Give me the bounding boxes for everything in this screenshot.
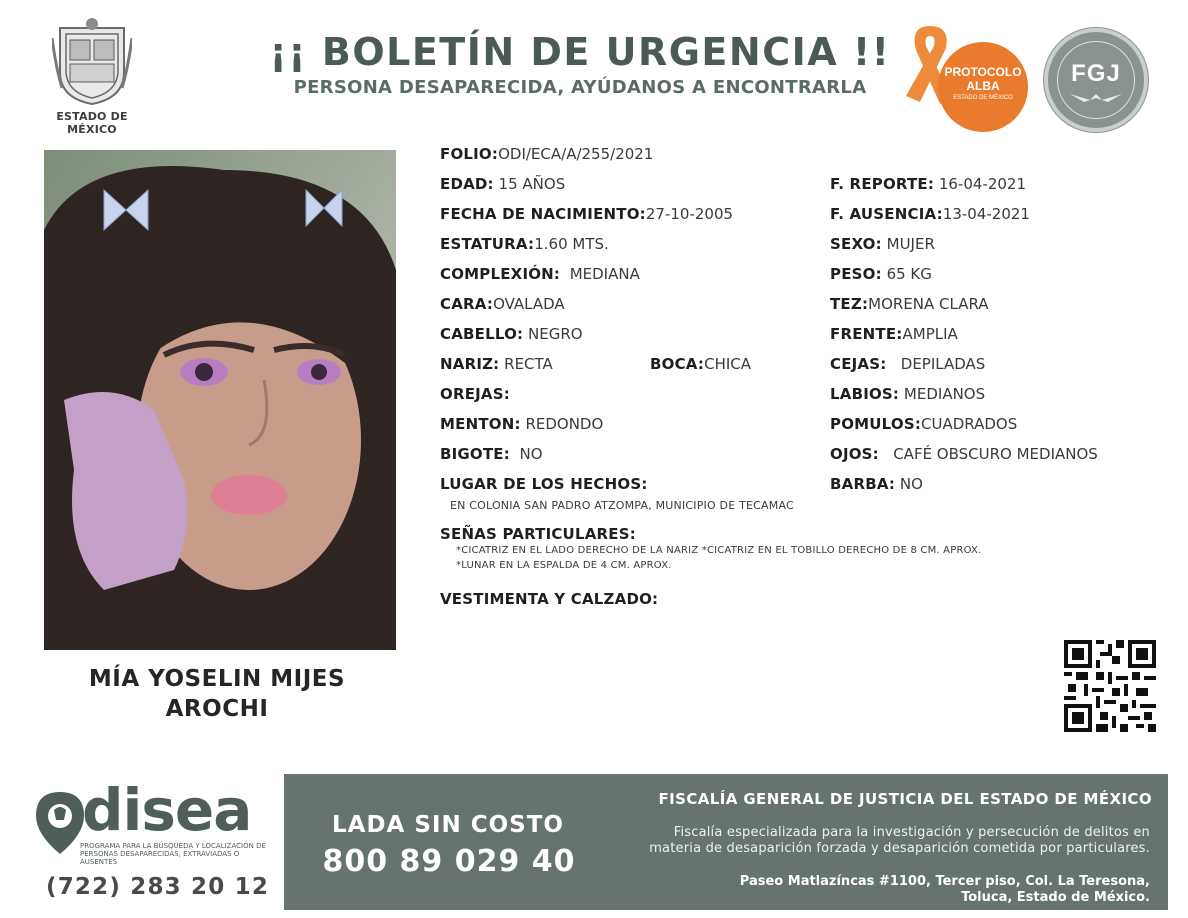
field-value: 16-04-2021: [938, 175, 1027, 193]
field-value: CUADRADOS: [921, 415, 1018, 433]
field-label: CEJAS:: [830, 355, 887, 373]
field-label: POMULOS:: [830, 415, 922, 433]
organization-name: FISCALÍA GENERAL DE JUSTICIA DEL ESTADO DE MÉXICO: [658, 790, 1152, 808]
field-value: AMPLIA: [902, 325, 958, 343]
field-label: SEXO:: [830, 235, 882, 253]
fgj-seal-icon: [1044, 28, 1148, 132]
field-label: FECHA DE NACIMIENTO:: [440, 205, 646, 223]
field-value: NEGRO: [528, 325, 583, 343]
field-label: LABIOS:: [830, 385, 900, 403]
field-label: BARBA:: [830, 475, 896, 493]
odisea-wordmark: disea: [82, 776, 252, 844]
field-estatura: [440, 234, 609, 254]
field-value: 65 KG: [886, 265, 932, 283]
field-label: CABELLO:: [440, 325, 524, 343]
alba-badge: [938, 42, 1028, 132]
purpose-line-2: materia de desaparición forzada y desaparición cometida por particulares.: [649, 841, 1150, 856]
person-name: [44, 664, 390, 724]
field-value: MEDIANOS: [903, 385, 986, 403]
field-fecha-reporte: [830, 174, 1026, 194]
field-value: RECTA: [504, 355, 553, 373]
field-label: TEZ:: [830, 295, 869, 313]
field-barba: [830, 474, 923, 494]
field-cabello: [440, 324, 583, 344]
field-pomulos: [830, 414, 1017, 434]
field-label: PESO:: [830, 265, 882, 283]
bulletin-header: [262, 30, 898, 100]
map-pin-logo-icon: [34, 790, 86, 856]
field-label: LUGAR DE LOS HECHOS:: [440, 475, 648, 493]
field-value: ODI/ECA/A/255/2021: [498, 145, 654, 163]
field-edad: [440, 174, 565, 194]
field-value: OVALADA: [493, 295, 565, 313]
protocolo-alba-logo: [900, 22, 1032, 134]
contact-phone[interactable]: (722) 283 20 12: [46, 874, 270, 900]
field-labios: [830, 384, 985, 404]
person-name-line-2: AROCHI: [165, 696, 269, 722]
field-sexo: [830, 234, 935, 254]
field-nariz: [440, 354, 553, 374]
lada-number[interactable]: 800 89 029 40: [322, 844, 576, 879]
field-value: NO: [899, 475, 923, 493]
field-value: 27-10-2005: [645, 205, 734, 223]
state-coat-of-arms-icon: [52, 18, 132, 106]
field-fecha-ausencia: [830, 204, 1030, 224]
field-peso: [830, 264, 932, 284]
bulletin-title: ¡¡ BOLETÍN DE URGENCIA !!: [269, 30, 891, 74]
field-value: CAFÉ OBSCURO MEDIANOS: [893, 445, 1098, 463]
field-value: MUJER: [886, 235, 935, 253]
field-orejas: [440, 384, 510, 404]
field-label: CARA:: [440, 295, 494, 313]
field-bigote: [440, 444, 543, 464]
field-value: 15 AÑOS: [498, 175, 566, 193]
address-line-2: Toluca, Estado de México.: [961, 890, 1150, 905]
state-logo: [30, 18, 154, 136]
field-label: EDAD:: [440, 175, 494, 193]
field-menton: [440, 414, 603, 434]
alba-line-3: ESTADO DE MÉXICO: [953, 95, 1013, 101]
odisea-description: PROGRAMA PARA LA BÚSQUEDA Y LOCALIZACIÓN DE PERSONAS DESAPARECIDAS, EXTRAVIADAS O AUSENTES: [80, 842, 266, 866]
field-label: F. AUSENCIA:: [830, 205, 943, 223]
field-tez: [830, 294, 989, 314]
field-value: REDONDO: [525, 415, 604, 433]
state-label: ESTADO DE MÉXICO: [56, 110, 128, 136]
field-label: COMPLEXIÓN:: [440, 265, 561, 283]
field-folio: [440, 144, 653, 164]
contact-band: [284, 774, 1168, 910]
purpose-line-1: Fiscalía especializada para la investigación y persecución de delitos en: [673, 825, 1150, 840]
field-label: OREJAS:: [440, 385, 510, 403]
field-lugar-hechos-value: EN COLONIA SAN PADRO ATZOMPA, MUNICIPIO DE TECAMAC: [450, 499, 794, 512]
field-lugar-hechos: [440, 474, 648, 494]
field-cejas: [830, 354, 985, 374]
person-name-line-1: MÍA YOSELIN MIJES: [88, 666, 346, 692]
field-value: MEDIANA: [569, 265, 640, 283]
field-label: FOLIO:: [440, 145, 499, 163]
missing-person-photo: [44, 150, 396, 650]
field-value: MORENA CLARA: [868, 295, 989, 313]
field-label: VESTIMENTA Y CALZADO:: [440, 590, 659, 608]
field-label: NARIZ:: [440, 355, 500, 373]
field-fecha-nacimiento: [440, 204, 733, 224]
field-value: 13-04-2021: [942, 205, 1030, 223]
alba-line-2: ALBA: [966, 79, 1000, 93]
field-value: 1.60 MTS.: [534, 235, 609, 253]
field-label: OJOS:: [830, 445, 879, 463]
field-complexion: [440, 264, 640, 284]
field-value: CHICA: [704, 355, 752, 373]
alba-line-1: PROTOCOLO: [944, 65, 1022, 79]
field-frente: [830, 324, 958, 344]
fgj-label: FGJ: [1071, 60, 1121, 87]
qr-code-icon[interactable]: [1064, 640, 1156, 732]
lada-label: LADA SIN COSTO: [332, 812, 564, 838]
field-cara: [440, 294, 565, 314]
field-value: DEPILADAS: [900, 355, 986, 373]
field-ojos: [830, 444, 1098, 464]
field-senas-particulares: [440, 524, 636, 544]
bulletin-subtitle: PERSONA DESAPARECIDA, AYÚDANOS A ENCONTRARLA: [293, 77, 867, 98]
field-label: MENTON:: [440, 415, 521, 433]
field-value: NO: [519, 445, 543, 463]
senas-line-2: *LUNAR EN LA ESPALDA DE 4 CM. APROX.: [456, 560, 672, 571]
field-label: BIGOTE:: [440, 445, 510, 463]
field-boca: [650, 354, 751, 374]
address-line-1: Paseo Matlazíncas #1100, Tercer piso, Col. La Teresona,: [739, 874, 1150, 889]
field-label: SEÑAS PARTICULARES:: [440, 525, 636, 543]
senas-line-1: *CICATRIZ EN EL LADO DERECHO DE LA NARIZ *CICATRIZ EN EL TOBILLO DERECHO DE 8 CM. APROX.: [456, 545, 982, 556]
field-label: F. REPORTE:: [830, 175, 935, 193]
odisea-logo: [34, 776, 274, 912]
field-vestimenta: [440, 589, 658, 609]
field-label: ESTATURA:: [440, 235, 535, 253]
field-label: BOCA:: [650, 355, 705, 373]
field-label: FRENTE:: [830, 325, 903, 343]
